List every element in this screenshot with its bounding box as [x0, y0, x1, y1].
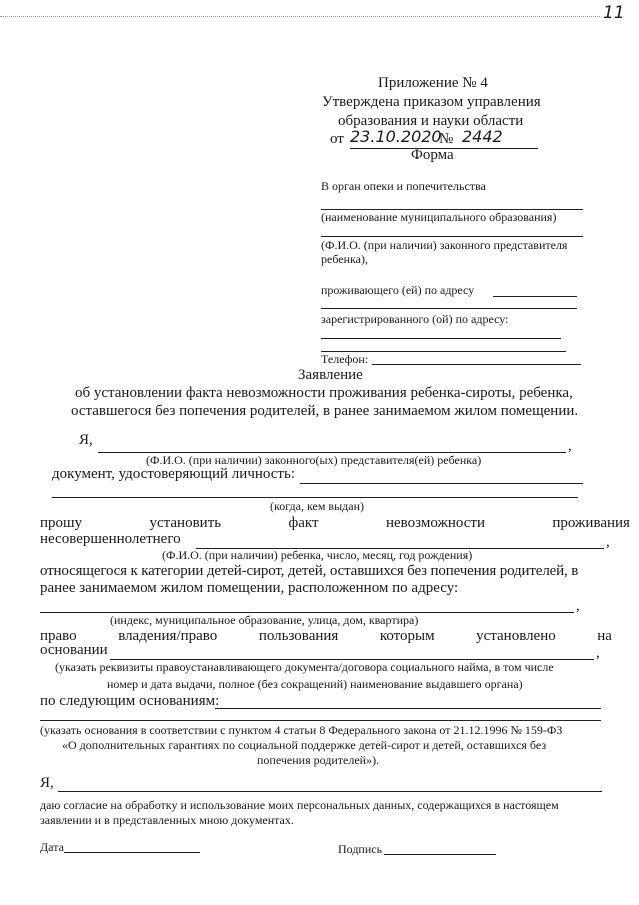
phone-label: Телефон:: [321, 352, 369, 366]
law-hint-1: (указать основания в соответствии с пунктом 4 статьи 8 Федерального закона от 21.12.1996 № 159-ФЗ: [40, 723, 563, 737]
representative-line: [321, 236, 583, 237]
statement-subtitle-1: об установлении факта невозможности проживания ребенка-сироты, ребенка,: [75, 385, 573, 401]
document-hint-2: номер и дата выдачи, полное (без сокращений) наименование выдавшего органа): [107, 677, 523, 691]
registered-line-1: [321, 338, 561, 339]
applicant-name-hint: (Ф.И.О. (при наличии) законного(ых) представителя(ей) ребенка): [146, 453, 482, 467]
date-label: Дата: [40, 840, 64, 854]
applicant-comma: ,: [568, 438, 572, 454]
right-word-4: которым: [379, 628, 435, 644]
category-line-1: относящегося к категории детей-сирот, детей, оставшихся без попечения родителей, в: [40, 563, 579, 579]
consent-text-2: заявлении и в представленных мною документах.: [40, 813, 294, 827]
grounds-line-1: [215, 708, 601, 709]
right-word-5: установлено: [476, 628, 556, 644]
order-from-prefix: от: [330, 131, 344, 147]
right-line: [40, 628, 612, 645]
scan-top-rule: [0, 16, 600, 17]
signature-label: Подпись: [338, 842, 383, 856]
consent-text-1: даю согласие на обработку и использование моих персональных данных, содержащихся в настоящем: [40, 798, 559, 812]
right-word-3: пользования: [258, 628, 339, 644]
form-label: Форма: [411, 147, 454, 163]
consent-name-line: [58, 791, 602, 792]
residing-line-2: [321, 308, 577, 309]
statement-title: Заявление: [298, 367, 363, 383]
addressee-to: В орган опеки и попечительства: [321, 179, 486, 193]
request-word-1: прошу: [40, 515, 83, 531]
basis-label: основании: [40, 642, 108, 658]
residing-line-1: [493, 296, 577, 297]
approved-line-2: образования и науки области: [338, 113, 524, 129]
request-word-3: факт: [288, 515, 319, 531]
order-number: 2442: [462, 127, 503, 146]
right-word-6: на: [597, 628, 612, 644]
phone-line: [372, 364, 581, 365]
address-comma: ,: [576, 598, 580, 614]
law-hint-2: «О дополнительных гарантиях по социальной поддержке детей-сирот и детей, оставшихся без: [62, 738, 547, 752]
residing-label: проживающего (ей) по адресу: [321, 283, 475, 297]
date-line: [64, 852, 200, 853]
registered-label: зарегистрированного (ой) по адресу:: [321, 312, 509, 326]
law-hint-3: попечения родителей»).: [257, 753, 380, 767]
request-word-5: проживания: [552, 515, 630, 531]
id-document-line-2: [52, 497, 578, 498]
right-word-1: право: [40, 628, 77, 644]
representative-hint-1: (Ф.И.О. (при наличии) законного представителя: [321, 238, 568, 252]
category-line-2: ранее занимаемом жилом помещении, расположенном по адресу:: [40, 580, 459, 596]
right-word-2: владения/право: [118, 628, 218, 644]
issued-hint: (когда, кем выдан): [270, 499, 365, 513]
grounds-line-2: [40, 720, 601, 721]
statement-subtitle-2: оставшегося без попечения родителей, в ранее занимаемом жилом помещении.: [71, 403, 579, 419]
applicant-i-label: Я,: [79, 432, 93, 448]
order-number-sign: №: [439, 131, 454, 147]
approved-line-1: Утверждена приказом управления: [322, 94, 541, 110]
order-date: 23.10.2020: [350, 127, 442, 146]
id-document-label: документ, удостоверяющий личность:: [52, 466, 295, 482]
minor-label: несовершеннолетнего: [40, 531, 181, 547]
address-hint: (индекс, муниципальное образование, улица, дом, квартира): [110, 613, 419, 627]
consent-i-label: Я,: [40, 775, 54, 791]
child-hint: (Ф.И.О. (при наличии) ребенка, число, месяц, год рождения): [162, 548, 473, 562]
signature-line: [384, 854, 496, 855]
appendix-label: Приложение № 4: [378, 75, 488, 91]
minor-comma: ,: [606, 534, 610, 550]
representative-hint-2: ребенка),: [321, 252, 368, 266]
request-word-4: невозможности: [385, 515, 485, 531]
request-word-2: установить: [149, 515, 222, 531]
document-hint-1: (указать реквизиты правоустанавливающего документа/договора социального найма, в том числе: [55, 660, 554, 674]
grounds-label: по следующим основаниям:: [40, 693, 220, 709]
municipality-hint: (наименование муниципального образования): [321, 210, 557, 224]
id-document-line-1: [300, 483, 583, 484]
request-line: [40, 515, 630, 532]
basis-comma: ,: [596, 645, 600, 661]
page-number: 11: [603, 3, 625, 23]
